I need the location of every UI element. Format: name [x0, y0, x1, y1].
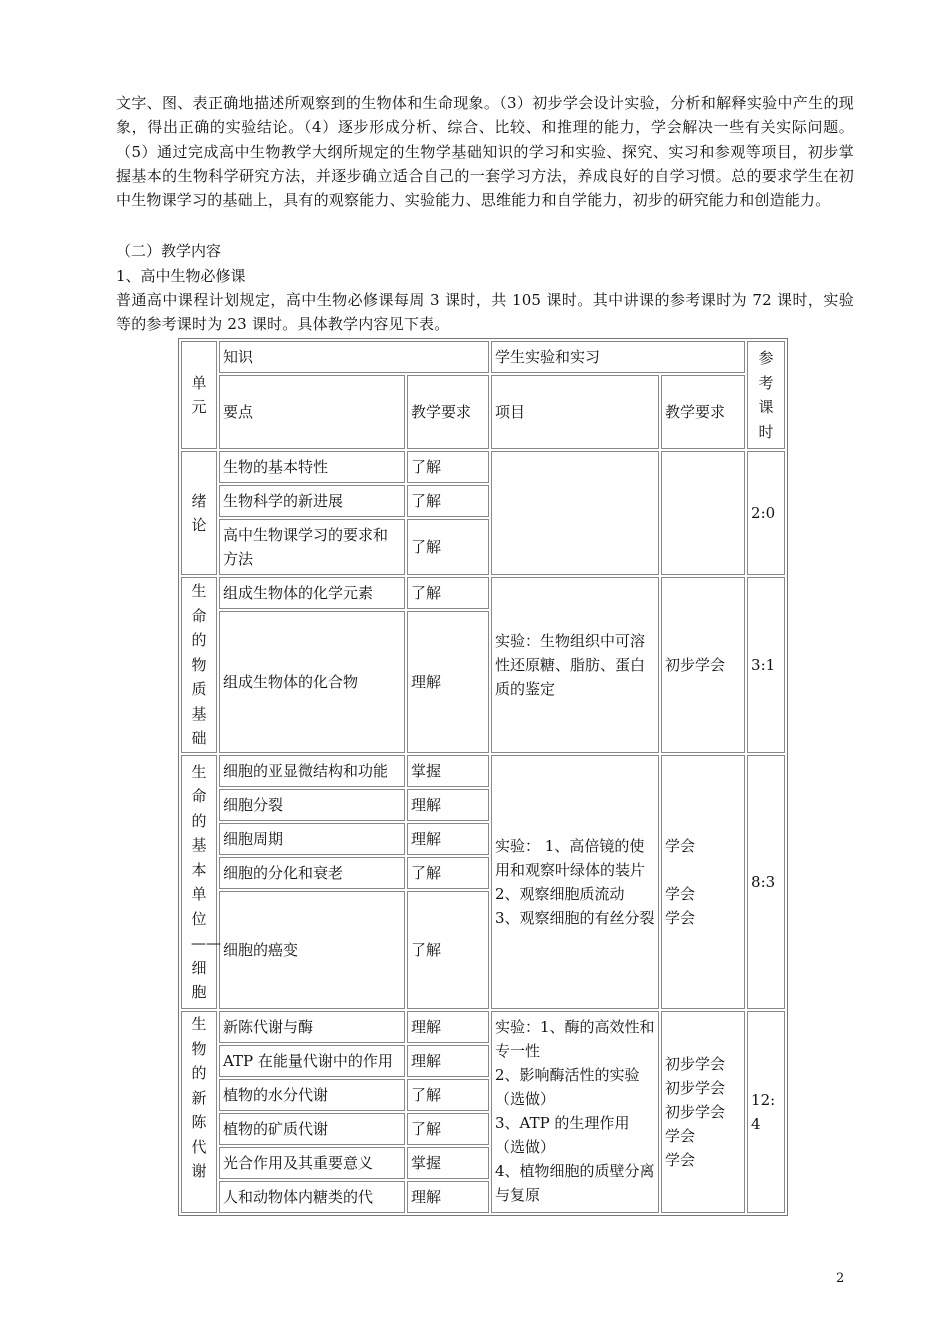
- header-requirement: 教学要求: [407, 375, 489, 449]
- point-text: 生物科学的新进展: [219, 485, 405, 517]
- unit-name: 生命的基本单位——细胞: [181, 755, 217, 1009]
- point-text: ATP 在能量代谢中的作用: [219, 1045, 405, 1077]
- table-row: [181, 755, 785, 787]
- point-requirement: 了解: [407, 1079, 489, 1111]
- page-number: 2: [836, 1271, 845, 1286]
- header-experiment: 学生实验和实习: [491, 341, 745, 373]
- table-header-row-2: [181, 375, 785, 449]
- unit-hours: 8:3: [747, 755, 785, 1009]
- unit-name: 绪论: [181, 451, 217, 575]
- unit-hours: 12:4: [747, 1011, 785, 1213]
- project-text: [491, 451, 659, 575]
- course-content-table: [178, 338, 788, 1216]
- point-text: 植物的矿质代谢: [219, 1113, 405, 1145]
- point-requirement: 了解: [407, 519, 489, 575]
- point-text: 人和动物体内糖类的代: [219, 1181, 405, 1213]
- point-requirement: 了解: [407, 577, 489, 609]
- point-text: 生物的基本特性: [219, 451, 405, 483]
- point-requirement: 了解: [407, 451, 489, 483]
- project-requirement: 初步学会 初步学会 初步学会 学会 学会: [661, 1011, 745, 1213]
- point-requirement: 掌握: [407, 755, 489, 787]
- point-requirement: 理解: [407, 823, 489, 855]
- table-row: [181, 1011, 785, 1043]
- header-points: 要点: [219, 375, 405, 449]
- point-requirement: 了解: [407, 485, 489, 517]
- project-text: 实验：1、酶的高效性和专一性 2、影响酶活性的实验（选做） 3、ATP 的生理作用（选做） 4、植物细胞的质壁分离与复原: [491, 1011, 659, 1213]
- table-row: [181, 451, 785, 483]
- intro-paragraph: 文字、图、表正确地描述所观察到的生物体和生命现象。（3）初步学会设计实验，分析和解释实验中产生的现象，得出正确的实验结论。（4）逐步形成分析、综合、比较、和推理的能力，学会解决一些有关实际问题。（5）通过完成高中生物教学大纲所规定的生物学基础知识的学习和实验、探究、实习和参观等项目，初步掌握基本的生物科学研究方法，并逐步确立适合自己的一套学习方法，养成良好的自学习惯。总的要求学生在初中生物课学习的基础上，具有的观察能力、实验能力、思维能力和自学能力，初步的研究能力和创造能力。: [116, 94, 854, 210]
- point-text: 光合作用及其重要意义: [219, 1147, 405, 1179]
- point-text: 植物的水分代谢: [219, 1079, 405, 1111]
- table-header-row-1: [181, 341, 785, 373]
- header-hours: 参考课时: [747, 341, 785, 449]
- project-text: 实验：生物组织中可溶性还原糖、脂肪、蛋白质的鉴定: [491, 577, 659, 753]
- point-text: 细胞分裂: [219, 789, 405, 821]
- project-text: 实验： 1、高倍镜的使用和观察叶绿体的装片 2、观察细胞质流动 3、观察细胞的有丝分裂: [491, 755, 659, 1009]
- point-requirement: 理解: [407, 789, 489, 821]
- point-text: 细胞的亚显微结构和功能: [219, 755, 405, 787]
- header-unit: 单元: [181, 341, 217, 449]
- header-knowledge: 知识: [219, 341, 489, 373]
- point-text: 组成生物体的化合物: [219, 611, 405, 753]
- point-requirement: 理解: [407, 1011, 489, 1043]
- point-text: 细胞的癌变: [219, 891, 405, 1009]
- point-requirement: 掌握: [407, 1147, 489, 1179]
- header-exp-requirement: 教学要求: [661, 375, 745, 449]
- schedule-paragraph: 普通高中课程计划规定，高中生物必修课每周 3 课时，共 105 课时。其中讲课的参考课时为 72 课时，实验等的参考课时为 23 课时。具体教学内容见下表。: [116, 291, 854, 334]
- unit-hours: 3:1: [747, 577, 785, 753]
- project-requirement: 学会 学会 学会: [661, 755, 745, 1009]
- unit-name: 生物的新陈代谢: [181, 1011, 217, 1213]
- point-requirement: 了解: [407, 891, 489, 1009]
- point-text: 细胞周期: [219, 823, 405, 855]
- point-text: 组成生物体的化学元素: [219, 577, 405, 609]
- point-requirement: 理解: [407, 1045, 489, 1077]
- point-requirement: 了解: [407, 857, 489, 889]
- table-row: [181, 577, 785, 609]
- point-requirement: 理解: [407, 1181, 489, 1213]
- header-project: 项目: [491, 375, 659, 449]
- unit-name: 生命的物质基础: [181, 577, 217, 753]
- point-requirement: 理解: [407, 611, 489, 753]
- project-requirement: 初步学会: [661, 577, 745, 753]
- subsection-heading: 1、高中生物必修课: [116, 267, 246, 285]
- project-requirement: [661, 451, 745, 575]
- unit-hours: 2:0: [747, 451, 785, 575]
- point-requirement: 了解: [407, 1113, 489, 1145]
- point-text: 细胞的分化和衰老: [219, 857, 405, 889]
- point-text: 新陈代谢与酶: [219, 1011, 405, 1043]
- point-text: 高中生物课学习的要求和方法: [219, 519, 405, 575]
- section-heading: （二）教学内容: [116, 242, 222, 260]
